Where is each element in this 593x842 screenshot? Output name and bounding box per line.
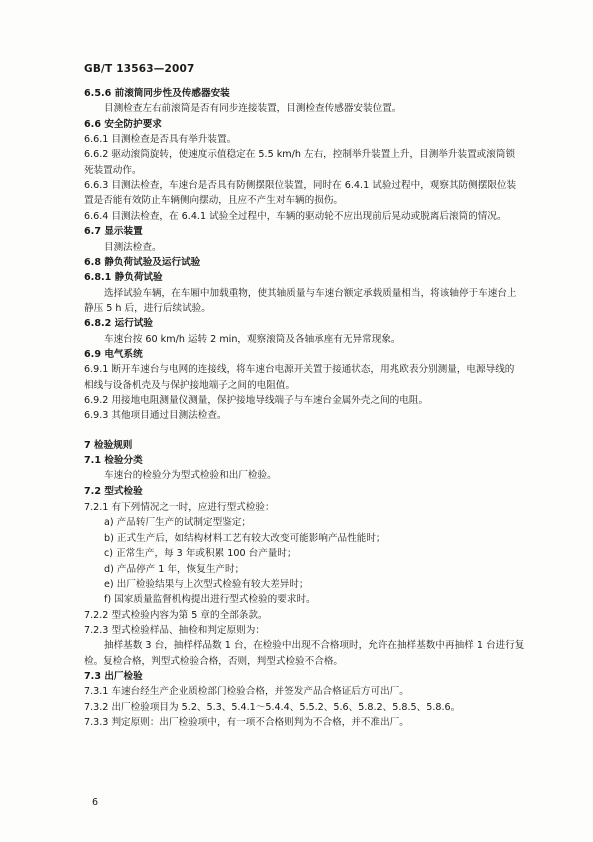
body-line: d) 产品停产 1 年，恢复生产时； bbox=[104, 563, 245, 575]
body-line: a) 产品转厂生产的试制定型鉴定； bbox=[104, 517, 251, 529]
body-line: 置是否能有效防止车辆侧向摆动，且应不产生对车辆的损伤。 bbox=[84, 195, 344, 207]
body-line: 7.2.1 有下列情况之一时，应进行型式检验： bbox=[84, 502, 275, 514]
body-line: 相线与设备机壳及与保护接地端子之间的电阻值。 bbox=[84, 379, 296, 391]
body-line: 7.2.2 型式检验内容为第 5 章的全部条款。 bbox=[84, 609, 268, 621]
body-line: f) 国家质量监督机构提出进行型式检验的要求时。 bbox=[104, 594, 316, 606]
section-heading: 6.9 电气系统 bbox=[84, 348, 143, 360]
standard-number-header: GB/T 13563—2007 bbox=[84, 63, 195, 75]
body-line: c) 正常生产，每 3 年或积累 100 台产量时； bbox=[104, 548, 297, 560]
section-heading: 6.8.2 运行试验 bbox=[84, 318, 154, 330]
body-line: 车速台按 60 km/h 运转 2 min，观察滚筒及各轴承座有无异常现象。 bbox=[104, 333, 401, 345]
section-heading: 7 检验规则 bbox=[84, 439, 133, 451]
body-line: 6.6.4 目测法检查，在 6.4.1 试验全过程中，车辆的驱动轮不应出现前后晃动或脱离后滚筒的情况。 bbox=[84, 210, 507, 222]
section-heading: 6.7 显示装置 bbox=[84, 226, 143, 238]
body-line: 7.3.2 出厂检验项目为 5.2、5.3、5.4.1～5.4.4、5.5.2、5.6、5.8.2、5.8.5、5.8.6。 bbox=[84, 701, 461, 713]
body-line: 6.9.1 断开车速台与电网的连接线，将车速台电源开关置于接通状态，用兆欧表分别测量，电源导线的 bbox=[84, 364, 515, 376]
body-line: 6.6.1 目测检查是否具有举升装置。 bbox=[84, 134, 237, 146]
section-heading: 6.5.6 前滚筒同步性及传感器安装 bbox=[84, 88, 230, 99]
body-line: 抽样基数 3 台，抽样样品数 1 台，在检验中出现不合格项时，允许在抽样基数中再抽样 1 台进行复 bbox=[104, 640, 525, 652]
body-line: 目测检查左右前滚筒是否有同步连接装置，目测检查传感器安装位置。 bbox=[104, 103, 402, 115]
body-line: 7.3.3 判定原则：出厂检验项中，有一项不合格则判为不合格，并不准出厂。 bbox=[84, 717, 409, 728]
section-heading: 7.3 出厂检验 bbox=[84, 670, 143, 682]
body-line: 目测法检查。 bbox=[104, 241, 162, 253]
page-number: 6 bbox=[92, 797, 99, 808]
body-line: b) 正式生产后，如结构材料工艺有较大改变可能影响产品性能时； bbox=[104, 532, 386, 544]
body-line: 车速台的检验分为型式检验和出厂检验。 bbox=[104, 470, 277, 482]
body-line: 检。复检合格，判型式检验合格，否则，判型式检验不合格。 bbox=[84, 655, 344, 667]
section-heading: 6.6 安全防护要求 bbox=[84, 118, 162, 130]
section-heading: 7.1 检验分类 bbox=[84, 455, 143, 467]
body-line: 静压 5 h 后，进行后续试验。 bbox=[84, 302, 211, 314]
body-line: 6.9.2 用接地电阻测量仪测量，保护接地导线端子与车速台金属外壳之间的电阻。 bbox=[84, 395, 429, 406]
body-line: 6.6.3 目测法检查，车速台是否具有防侧摆限位装置，同时在 6.4.1 试验过程中，观察其防侧摆限位装 bbox=[84, 180, 517, 192]
body-line: 选择试验车辆，在车厢中加载重物，使其轴质量与车速台额定承载质量相当，将该轴停于车速台上 bbox=[104, 287, 517, 299]
body-line: 7.2.3 型式检验样品、抽检和判定原则为： bbox=[84, 624, 265, 636]
body-line: 死装置动作。 bbox=[84, 164, 142, 176]
body-line: 6.6.2 驱动滚筒旋转，使速度示值稳定在 5.5 km/h 左右，控制举升装置上升，目测举升装置或滚筒锁 bbox=[84, 149, 516, 161]
section-heading: 6.8 静负荷试验及运行试验 bbox=[84, 256, 201, 268]
body-line: 6.9.3 其他项目通过目测法检查。 bbox=[84, 410, 227, 422]
body-line: e) 出厂检验结果与上次型式检验有较大差异时； bbox=[104, 578, 309, 590]
section-heading: 6.8.1 静负荷试验 bbox=[84, 272, 163, 284]
body-line: 7.3.1 车速台经生产企业质检部门检验合格，并签发产品合格证后方可出厂。 bbox=[84, 686, 409, 698]
section-heading: 7.2 型式检验 bbox=[84, 485, 143, 497]
